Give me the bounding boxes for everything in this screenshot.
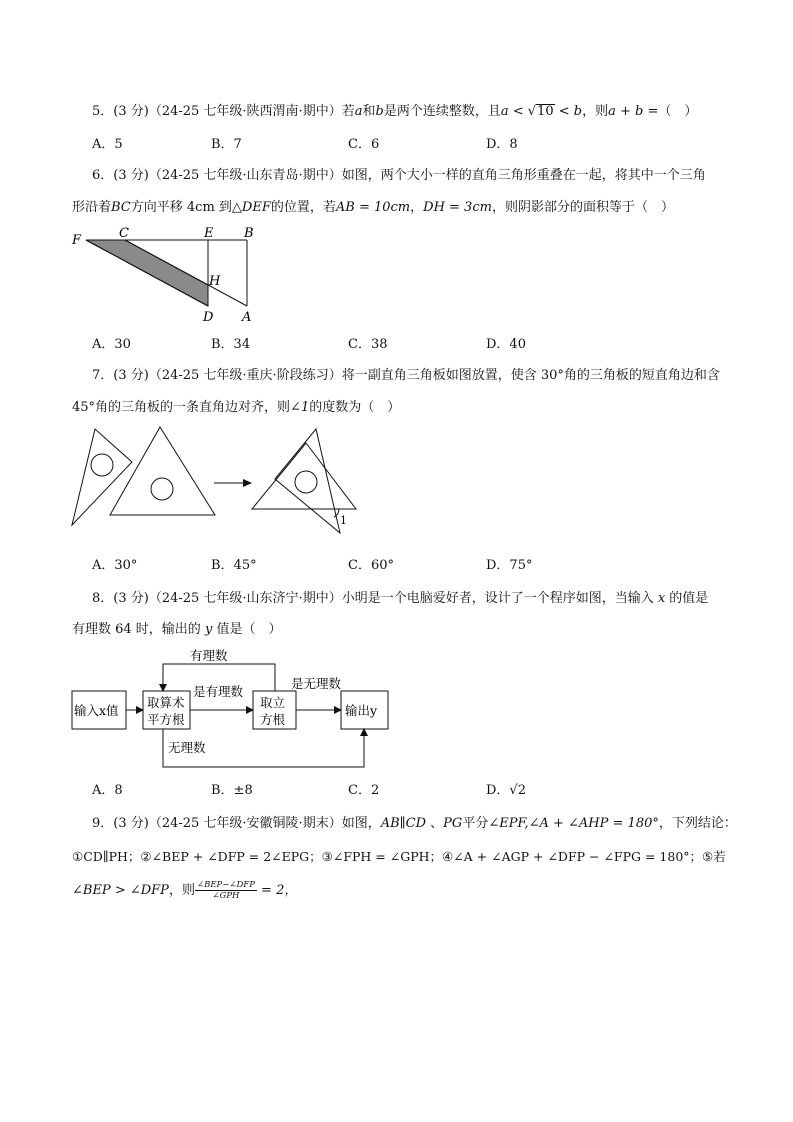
q7-triangle-30-left [72, 429, 132, 525]
q8-input-label: 输入x值 [74, 703, 119, 718]
q5-option-b[interactable]: B．7 [211, 137, 242, 152]
q8-stem-line2: 有理数 64 时，输出的 y 值是（ ） [72, 622, 282, 637]
q8-label-is-irrational: 是无理数 [291, 676, 342, 691]
q6-label-b: B [244, 226, 254, 241]
q8-option-b[interactable]: B．±8 [211, 783, 253, 798]
q7-combined-triangle-45 [252, 443, 356, 509]
q6-label-f: F [72, 233, 82, 248]
q6-label-c: C [119, 226, 129, 241]
q6-label-e: E [204, 226, 214, 241]
q5-option-c[interactable]: C．6 [348, 137, 380, 152]
q6-option-a[interactable]: A．30 [92, 337, 131, 352]
q7-angle-label: 1 [340, 514, 347, 527]
q9-stem-line3: ∠BEP > ∠DFP，则 $\frac{\text{∠BEP−∠DFP}}{\text{∠GPH}}$ = 2， [72, 880, 298, 901]
q8-cbrt-label-1: 取立 [260, 695, 286, 710]
q8-label-rational-top: 有理数 [190, 648, 228, 663]
q5-stem: 5．(3 分)（24-25 七年级·陕西渭南·期中）若a和b是两个连续整数，且a < √10 < b，则a + b =（ ） [92, 104, 698, 119]
q6-label-h: H [209, 274, 221, 289]
q7-combined-hole [295, 471, 317, 493]
q5-option-d[interactable]: D．8 [486, 137, 518, 152]
q7-figure [70, 425, 370, 535]
q8-label-irrational: 无理数 [168, 740, 206, 755]
q6-figure [70, 224, 270, 324]
q8-sqrt-label-1: 取算术 [147, 695, 185, 710]
q6-option-b[interactable]: B．34 [211, 337, 251, 352]
q5-option-a[interactable]: A．5 [92, 137, 123, 152]
q7-triangle-30-left-hole [91, 454, 113, 476]
q6-label-d: D [203, 310, 214, 325]
q8-option-c[interactable]: C．2 [348, 783, 380, 798]
q7-triangle-45-left-hole [151, 478, 173, 500]
q6-option-c[interactable]: C．38 [348, 337, 388, 352]
q6-stem-line2: 形沿着BC方向平移 4cm 到△DEF的位置，若AB = 10cm，DH = 3cm，则阴影部分的面积等于（ ） [72, 200, 674, 215]
q9-stem-line2: ①CD∥PH；②∠BEP + ∠DFP = 2∠EPG；③∠FPH = ∠GPH；④∠A + ∠AGP + ∠DFP − ∠FPG = 180°；⑤若 [72, 849, 726, 864]
q8-cbrt-label-2: 方根 [260, 712, 286, 727]
q6-label-a: A [242, 310, 252, 325]
q6-stem-line1: 6．(3 分)（24-25 七年级·山东青岛·期中）如图，两个大小一样的直角三角形重叠在一起，将其中一个三角 [92, 168, 706, 183]
q7-arrow-head [243, 479, 252, 487]
q7-stem-line1: 7．(3 分)（24-25 七年级·重庆·阶段练习）将一副直角三角板如图放置，使含 30°角的三角板的短直角边和含 [92, 368, 720, 383]
q6-option-d[interactable]: D．40 [486, 337, 526, 352]
q9-stem-line1: 9．(3 分)（24-25 七年级·安徽铜陵·期末）如图，AB∥CD 、PG平分∠EPF,∠A + ∠AHP = 180°，下列结论： [92, 816, 737, 831]
q8-stem-line1: 8．(3 分)（24-25 七年级·山东济宁·期中）小明是一个电脑爱好者，设计了一个程序如图，当输入 x 的值是 [92, 591, 709, 606]
q7-triangle-45-left [110, 427, 215, 515]
q8-option-d[interactable]: D．√2 [486, 783, 526, 798]
q8-output-label: 输出y [345, 703, 378, 718]
q9-fraction: $\frac{\text{∠BEP−∠DFP}}{\text{∠GPH}}$ [196, 880, 255, 901]
q8-label-is-rational: 是有理数 [193, 684, 244, 699]
q7-option-a[interactable]: A．30° [92, 558, 138, 573]
q7-stem-line2: 45°角的三角板的一条直角边对齐，则∠1的度数为（ ） [72, 400, 401, 415]
q8-option-a[interactable]: A．8 [92, 783, 123, 798]
q7-option-c[interactable]: C．60° [348, 558, 394, 573]
q7-option-d[interactable]: D．75° [486, 558, 533, 573]
q7-option-b[interactable]: B．45° [211, 558, 257, 573]
q8-flowchart [0, 640, 420, 775]
q8-sqrt-label-2: 平方根 [147, 712, 185, 727]
